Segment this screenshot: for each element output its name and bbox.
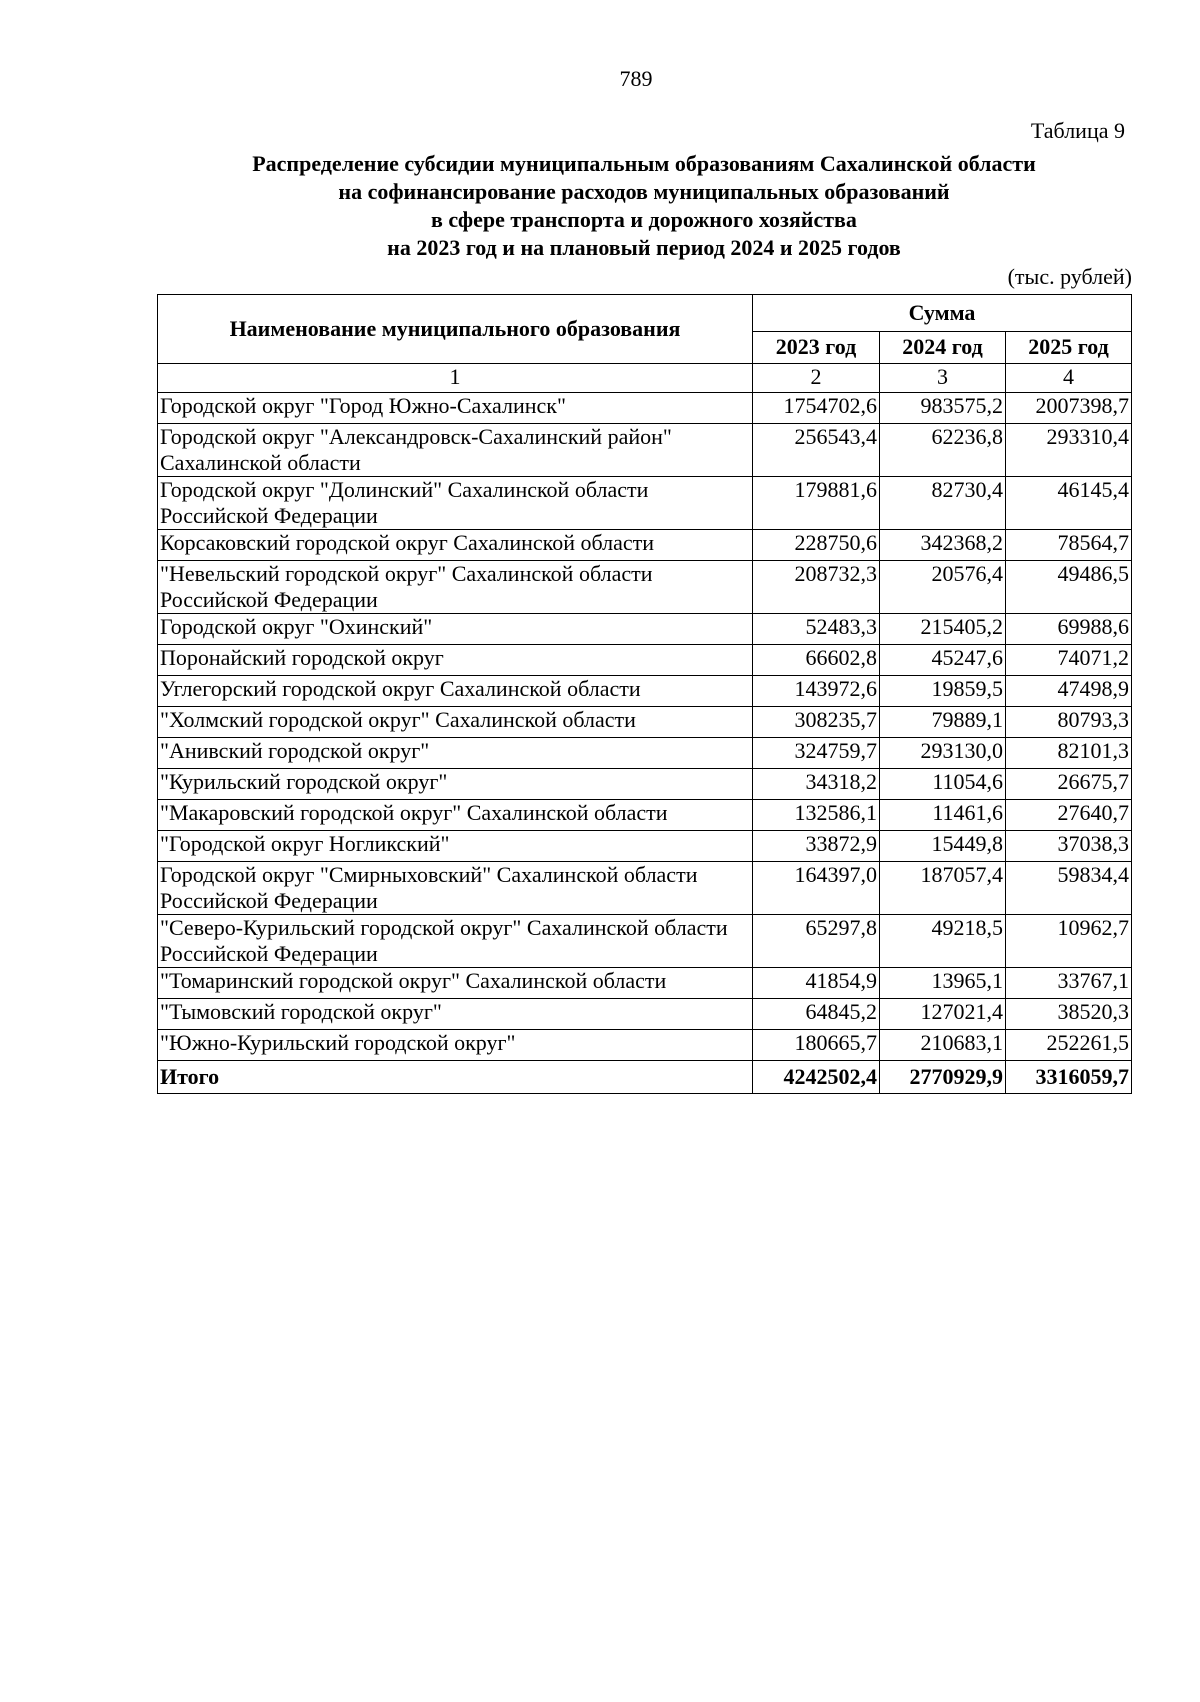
value-2023: 179881,6 bbox=[753, 477, 880, 530]
header-name: Наименование муниципального образования bbox=[158, 295, 753, 364]
value-2025: 26675,7 bbox=[1006, 769, 1132, 800]
header-sum: Сумма bbox=[753, 295, 1132, 332]
total-2023: 4242502,4 bbox=[753, 1061, 880, 1094]
value-2023: 34318,2 bbox=[753, 769, 880, 800]
value-2024: 293130,0 bbox=[880, 738, 1006, 769]
value-2025: 78564,7 bbox=[1006, 530, 1132, 561]
municipality-name: "Южно-Курильский городской округ" bbox=[158, 1030, 753, 1061]
value-2024: 13965,1 bbox=[880, 968, 1006, 999]
value-2023: 256543,4 bbox=[753, 424, 880, 477]
municipality-name: "Холмский городской округ" Сахалинской области bbox=[158, 707, 753, 738]
value-2025: 82101,3 bbox=[1006, 738, 1132, 769]
table-row bbox=[158, 676, 1132, 707]
value-2025: 47498,9 bbox=[1006, 676, 1132, 707]
table-label: Таблица 9 bbox=[1030, 118, 1125, 143]
title-line: в сфере транспорта и дорожного хозяйства bbox=[431, 207, 857, 232]
document-title bbox=[150, 150, 1138, 262]
table-row bbox=[158, 477, 1132, 530]
title-line: на 2023 год и на плановый период 2024 и 2025 годов bbox=[387, 235, 901, 260]
table-row bbox=[158, 393, 1132, 424]
total-2024: 2770929,9 bbox=[880, 1061, 1006, 1094]
table-row bbox=[158, 800, 1132, 831]
value-2023: 208732,3 bbox=[753, 561, 880, 614]
value-2023: 308235,7 bbox=[753, 707, 880, 738]
value-2024: 45247,6 bbox=[880, 645, 1006, 676]
municipality-name: Городской округ "Александровск-Сахалинский район" Сахалинской области bbox=[158, 424, 753, 477]
value-2023: 180665,7 bbox=[753, 1030, 880, 1061]
value-2025: 69988,6 bbox=[1006, 614, 1132, 645]
table-row bbox=[158, 561, 1132, 614]
value-2025: 80793,3 bbox=[1006, 707, 1132, 738]
value-2023: 41854,9 bbox=[753, 968, 880, 999]
table-row bbox=[158, 738, 1132, 769]
column-number: 4 bbox=[1006, 364, 1132, 393]
value-2024: 79889,1 bbox=[880, 707, 1006, 738]
municipality-name: Городской округ "Смирныховский" Сахалинской области Российской Федерации bbox=[158, 862, 753, 915]
value-2024: 342368,2 bbox=[880, 530, 1006, 561]
total-row bbox=[158, 1061, 1132, 1094]
column-number: 2 bbox=[753, 364, 880, 393]
unit-note: (тыс. рублей) bbox=[1007, 264, 1132, 289]
value-2025: 74071,2 bbox=[1006, 645, 1132, 676]
value-2024: 127021,4 bbox=[880, 999, 1006, 1030]
value-2024: 15449,8 bbox=[880, 831, 1006, 862]
value-2025: 46145,4 bbox=[1006, 477, 1132, 530]
value-2025: 49486,5 bbox=[1006, 561, 1132, 614]
value-2023: 132586,1 bbox=[753, 800, 880, 831]
value-2024: 11054,6 bbox=[880, 769, 1006, 800]
title-line: на софинансирование расходов муниципальных образований bbox=[338, 179, 950, 204]
municipality-name: Корсаковский городской округ Сахалинской области bbox=[158, 530, 753, 561]
value-2025: 293310,4 bbox=[1006, 424, 1132, 477]
municipality-name: "Северо-Курильский городской округ" Сахалинской области Российской Федерации bbox=[158, 915, 753, 968]
table-row bbox=[158, 862, 1132, 915]
column-number: 3 bbox=[880, 364, 1006, 393]
total-2025: 3316059,7 bbox=[1006, 1061, 1132, 1094]
value-2025: 2007398,7 bbox=[1006, 393, 1132, 424]
value-2023: 65297,8 bbox=[753, 915, 880, 968]
municipality-name: "Городской округ Ногликский" bbox=[158, 831, 753, 862]
column-number: 1 bbox=[158, 364, 753, 393]
value-2023: 52483,3 bbox=[753, 614, 880, 645]
value-2024: 19859,5 bbox=[880, 676, 1006, 707]
table-row bbox=[158, 999, 1132, 1030]
value-2024: 210683,1 bbox=[880, 1030, 1006, 1061]
page-number: 789 bbox=[619, 66, 653, 91]
municipality-name: "Курильский городской округ" bbox=[158, 769, 753, 800]
value-2023: 64845,2 bbox=[753, 999, 880, 1030]
table-row bbox=[158, 614, 1132, 645]
table-row bbox=[158, 915, 1132, 968]
value-2023: 66602,8 bbox=[753, 645, 880, 676]
value-2025: 59834,4 bbox=[1006, 862, 1132, 915]
table-row bbox=[158, 769, 1132, 800]
municipality-name: "Тымовский городской округ" bbox=[158, 999, 753, 1030]
value-2023: 1754702,6 bbox=[753, 393, 880, 424]
subsidy-table bbox=[157, 294, 1132, 1094]
municipality-name: "Анивский городской округ" bbox=[158, 738, 753, 769]
total-label: Итого bbox=[158, 1061, 753, 1094]
municipality-name: "Невельский городской округ" Сахалинской области Российской Федерации bbox=[158, 561, 753, 614]
value-2025: 27640,7 bbox=[1006, 800, 1132, 831]
column-number-row bbox=[158, 364, 1132, 393]
value-2023: 324759,7 bbox=[753, 738, 880, 769]
value-2024: 983575,2 bbox=[880, 393, 1006, 424]
municipality-name: Городской округ "Охинский" bbox=[158, 614, 753, 645]
municipality-name: "Макаровский городской округ" Сахалинской области bbox=[158, 800, 753, 831]
header-year-2025: 2025 год bbox=[1006, 331, 1132, 363]
title-line: Распределение субсидии муниципальным образованиям Сахалинской области bbox=[252, 151, 1036, 176]
municipality-name: Городской округ "Долинский" Сахалинской области Российской Федерации bbox=[158, 477, 753, 530]
municipality-name: Углегорский городской округ Сахалинской области bbox=[158, 676, 753, 707]
value-2024: 20576,4 bbox=[880, 561, 1006, 614]
table-row bbox=[158, 645, 1132, 676]
value-2024: 62236,8 bbox=[880, 424, 1006, 477]
value-2024: 11461,6 bbox=[880, 800, 1006, 831]
table-row bbox=[158, 530, 1132, 561]
table-row bbox=[158, 968, 1132, 999]
value-2024: 187057,4 bbox=[880, 862, 1006, 915]
value-2023: 33872,9 bbox=[753, 831, 880, 862]
value-2025: 252261,5 bbox=[1006, 1030, 1132, 1061]
value-2024: 215405,2 bbox=[880, 614, 1006, 645]
value-2023: 143972,6 bbox=[753, 676, 880, 707]
table-row bbox=[158, 1030, 1132, 1061]
table-row bbox=[158, 707, 1132, 738]
municipality-name: "Томаринский городской округ" Сахалинской области bbox=[158, 968, 753, 999]
value-2025: 38520,3 bbox=[1006, 999, 1132, 1030]
header-year-2023: 2023 год bbox=[753, 331, 880, 363]
table-row bbox=[158, 424, 1132, 477]
header-year-2024: 2024 год bbox=[880, 331, 1006, 363]
table-row bbox=[158, 831, 1132, 862]
value-2024: 82730,4 bbox=[880, 477, 1006, 530]
municipality-name: Поронайский городской округ bbox=[158, 645, 753, 676]
value-2025: 37038,3 bbox=[1006, 831, 1132, 862]
value-2023: 228750,6 bbox=[753, 530, 880, 561]
value-2024: 49218,5 bbox=[880, 915, 1006, 968]
value-2023: 164397,0 bbox=[753, 862, 880, 915]
municipality-name: Городской округ "Город Южно-Сахалинск" bbox=[158, 393, 753, 424]
value-2025: 10962,7 bbox=[1006, 915, 1132, 968]
value-2025: 33767,1 bbox=[1006, 968, 1132, 999]
